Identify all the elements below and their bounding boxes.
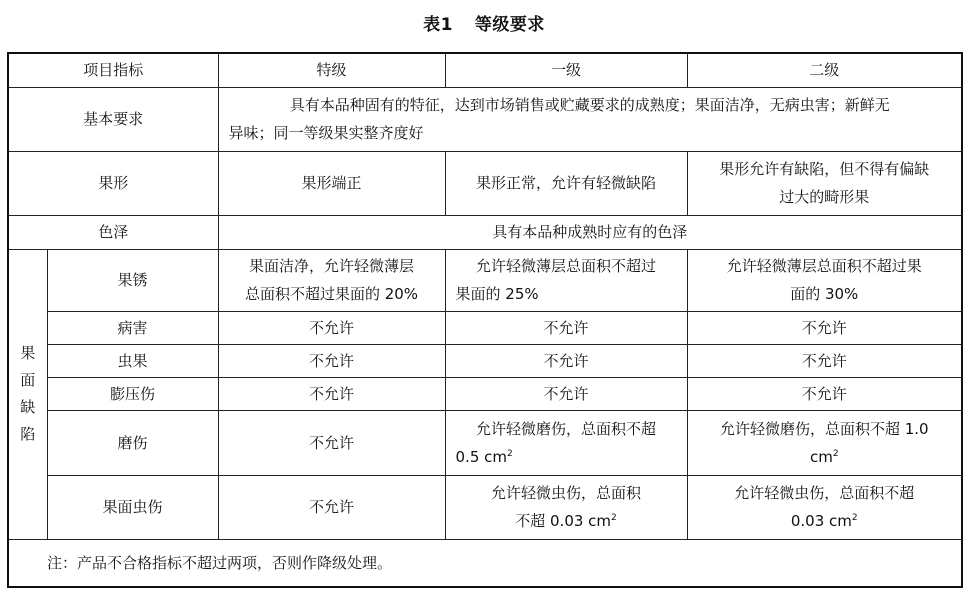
basic-line1: 具有本品种固有的特征，达到市场销售或贮藏要求的成熟度；果面洁净，无病虫害；新鲜无	[289, 96, 890, 114]
color-all: 具有本品种成熟时应有的色泽	[218, 215, 962, 249]
rust-special-line1: 果面洁净，允许轻微薄层	[249, 257, 415, 275]
pressure-label: 膨压伤	[47, 377, 218, 410]
insect-damage-second-exponent: 2	[851, 513, 858, 523]
rust-second-line1: 允许轻微薄层总面积不超过果	[726, 257, 922, 275]
rust-second	[687, 249, 962, 311]
rust-label: 果锈	[47, 249, 218, 311]
abrasion-second-value: cm	[809, 447, 833, 466]
row-shape	[8, 151, 962, 215]
insect-second: 不允许	[687, 344, 962, 377]
insect-damage-second-line1: 允许轻微虫伤，总面积不超	[734, 484, 915, 502]
row-disease	[8, 311, 962, 344]
insect-damage-special: 不允许	[218, 475, 445, 539]
abrasion-second-line1: 允许轻微磨伤，总面积不超 1.0	[719, 419, 929, 438]
row-basic	[8, 87, 962, 151]
shape-second-line2: 过大的畸形果	[779, 188, 870, 206]
abrasion-second-exponent: 2	[832, 448, 839, 459]
insect-damage-second-value: 0.03 cm	[790, 512, 852, 530]
disease-label: 病害	[47, 311, 218, 344]
header-row	[8, 53, 962, 87]
header-item: 项目指标	[8, 53, 218, 87]
insect-damage-label: 果面虫伤	[47, 475, 218, 539]
abrasion-first-value: 0.5 cm	[455, 447, 507, 466]
insect-label: 虫果	[47, 344, 218, 377]
color-label: 色泽	[8, 215, 218, 249]
defects-char-3: 缺	[20, 398, 36, 416]
row-insect-damage	[8, 475, 962, 539]
table-title-text: 等级要求	[474, 15, 545, 35]
row-note	[8, 539, 962, 587]
header-first: 一级	[445, 53, 687, 87]
abrasion-first-line2	[452, 443, 681, 471]
abrasion-label: 磨伤	[47, 410, 218, 475]
shape-second	[687, 151, 962, 215]
pressure-second: 不允许	[687, 377, 962, 410]
grade-requirements-table	[7, 52, 963, 588]
insect-first: 不允许	[445, 344, 687, 377]
row-insect	[8, 344, 962, 377]
basic-line2: 异味；同一等级果实整齐度好	[228, 124, 424, 142]
insect-damage-first-line1: 允许轻微虫伤，总面积	[491, 484, 642, 502]
defects-group-label	[8, 249, 47, 539]
row-color	[8, 215, 962, 249]
insect-damage-first-value: 不超 0.03 cm	[515, 512, 612, 530]
disease-second: 不允许	[687, 311, 962, 344]
rust-special	[218, 249, 445, 311]
abrasion-first	[445, 410, 687, 475]
rust-first	[445, 249, 687, 311]
pressure-special: 不允许	[218, 377, 445, 410]
disease-special: 不允许	[218, 311, 445, 344]
defects-char-2: 面	[20, 371, 36, 389]
table-title	[0, 10, 968, 35]
insect-damage-first-exponent: 2	[611, 513, 617, 523]
abrasion-first-line1: 允许轻微磨伤，总面积不超	[476, 419, 657, 438]
insect-damage-first-line2	[452, 507, 681, 535]
abrasion-first-exponent: 2	[507, 448, 513, 459]
insect-special: 不允许	[218, 344, 445, 377]
defects-char-4: 陷	[20, 425, 36, 443]
abrasion-second-line2	[694, 443, 956, 471]
row-rust	[8, 249, 962, 311]
basic-requirement	[218, 87, 962, 151]
shape-label: 果形	[8, 151, 218, 215]
abrasion-second	[687, 410, 962, 475]
header-second: 二级	[687, 53, 962, 87]
insect-damage-second-line2	[694, 507, 956, 535]
insect-damage-second	[687, 475, 962, 539]
basic-label: 基本要求	[8, 87, 218, 151]
disease-first: 不允许	[445, 311, 687, 344]
pressure-first: 不允许	[445, 377, 687, 410]
header-special: 特级	[218, 53, 445, 87]
defects-char-1: 果	[20, 344, 36, 362]
abrasion-special: 不允许	[218, 410, 445, 475]
rust-second-line2: 面的 30%	[790, 285, 859, 303]
rust-special-line2: 总面积不超过果面的 20%	[244, 285, 419, 303]
insect-damage-first	[445, 475, 687, 539]
shape-second-line1: 果形允许有缺陷，但不得有偏缺	[719, 160, 930, 178]
table-note: 注：产品不合格指标不超过两项，否则作降级处理。	[8, 539, 962, 587]
row-abrasion	[8, 410, 962, 475]
row-pressure	[8, 377, 962, 410]
table-number: 表1	[423, 15, 453, 35]
shape-first: 果形正常，允许有轻微缺陷	[445, 151, 687, 215]
shape-special: 果形端正	[218, 151, 445, 215]
rust-first-line2: 果面的 25%	[455, 285, 539, 303]
rust-first-line1: 允许轻微薄层总面积不超过	[476, 257, 657, 275]
